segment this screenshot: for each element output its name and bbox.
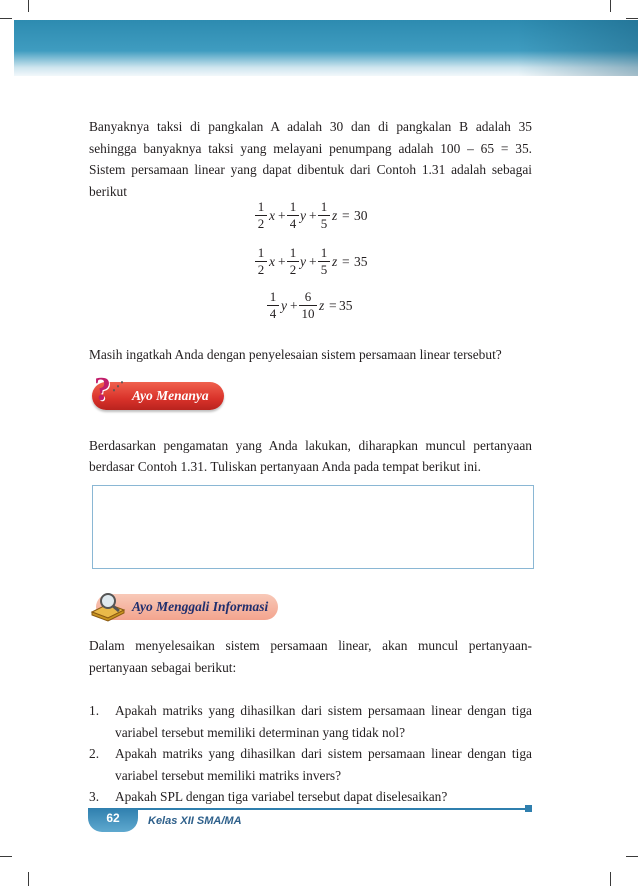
operator: + xyxy=(278,254,286,269)
variable: z xyxy=(332,208,338,223)
variable: y xyxy=(300,208,306,223)
list-line: Apakah SPL dengan tiga variabel tersebut dapat diselesaikan? xyxy=(115,789,448,804)
fraction: 1 5 xyxy=(318,245,330,278)
crop-mark xyxy=(28,872,29,886)
crop-mark xyxy=(610,0,611,12)
fraction: 1 2 xyxy=(255,245,267,278)
paragraph-line: pertanyaan sebagai berikut: xyxy=(89,660,237,675)
operator: = xyxy=(342,208,350,223)
variable: x xyxy=(269,254,275,269)
footer-line xyxy=(88,808,528,810)
list-item xyxy=(89,743,532,786)
operator: + xyxy=(309,254,317,269)
list-line: Apakah matriks yang dihasilkan dari sistem persamaan linear dengan tiga xyxy=(115,746,532,761)
list-line: Apakah matriks yang dihasilkan dari sistem persamaan linear dengan tiga xyxy=(115,703,532,718)
variable: x xyxy=(269,208,275,223)
crop-mark xyxy=(28,0,29,12)
page-number: 62 xyxy=(88,808,138,832)
ayo-menggali-badge xyxy=(96,594,278,620)
operator: + xyxy=(290,298,298,313)
list-number: 3. xyxy=(89,789,100,804)
paragraph-line: Banyaknya taksi di pangkalan A adalah 30 dan di pangkalan B adalah 35 xyxy=(89,119,532,134)
magnifier-book-icon xyxy=(88,590,128,622)
ayo-menanya-badge xyxy=(92,371,224,410)
operator: = xyxy=(329,298,337,313)
variable: y xyxy=(281,298,287,313)
ayo-menanya-label: Ayo Menanya xyxy=(132,388,209,403)
paragraph-line: Dalam menyelesaikan sistem persamaan linear, akan muncul pertanyaan- xyxy=(89,638,532,653)
fraction: 1 4 xyxy=(287,199,299,232)
paragraph-line: sehingga banyaknya taksi yang melayani penumpang adalah 100 – 65 = 35. xyxy=(89,141,532,156)
list-item xyxy=(89,786,532,808)
operator: + xyxy=(309,208,317,223)
sparkle-icon: ⋰ xyxy=(112,379,124,393)
variable: y xyxy=(300,254,306,269)
crop-mark xyxy=(626,856,638,857)
paragraph-line: Sistem persamaan linear yang dapat dibentuk dari Contoh 1.31 adalah sebagai xyxy=(89,162,532,177)
ayo-menggali-label: Ayo Menggali Informasi xyxy=(132,599,269,614)
fraction: 6 10 xyxy=(299,289,317,322)
paragraph-line: berikut xyxy=(89,184,127,199)
header-band xyxy=(14,20,638,76)
list-number: 1. xyxy=(89,703,100,718)
operator: + xyxy=(278,208,286,223)
list-number: 2. xyxy=(89,746,100,761)
fraction: 1 2 xyxy=(255,199,267,232)
variable: z xyxy=(332,254,338,269)
crop-mark xyxy=(626,18,638,19)
question-list xyxy=(89,700,532,808)
paragraph-line: berdasar Contoh 1.31. Tuliskan pertanyaan Anda pada tempat berikut ini. xyxy=(89,459,481,474)
crop-mark xyxy=(0,856,12,857)
list-item xyxy=(89,700,532,743)
question-mark-icon: ? xyxy=(94,371,111,408)
constant: 35 xyxy=(339,298,353,313)
book-title: Kelas XII SMA/MA xyxy=(148,815,242,827)
constant: 35 xyxy=(354,254,368,269)
footer-dot xyxy=(525,805,532,812)
list-line: variabel tersebut memiliki determinan yang tidak nol? xyxy=(115,724,406,740)
crop-mark xyxy=(0,18,12,19)
fraction: 1 5 xyxy=(318,199,330,232)
paragraph-line: Berdasarkan pengamatan yang Anda lakukan, diharapkan muncul pertanyaan xyxy=(89,438,532,453)
fraction: 1 2 xyxy=(287,245,299,278)
constant: 30 xyxy=(354,208,368,223)
fraction: 1 4 xyxy=(267,289,279,322)
operator: = xyxy=(342,254,350,269)
variable: z xyxy=(319,298,325,313)
list-line: variabel tersebut memiliki matriks invers? xyxy=(115,767,342,783)
question-text: Masih ingatkah Anda dengan penyelesaian sistem persamaan linear tersebut? xyxy=(89,347,502,362)
crop-mark xyxy=(610,872,611,886)
answer-box[interactable] xyxy=(92,485,534,569)
